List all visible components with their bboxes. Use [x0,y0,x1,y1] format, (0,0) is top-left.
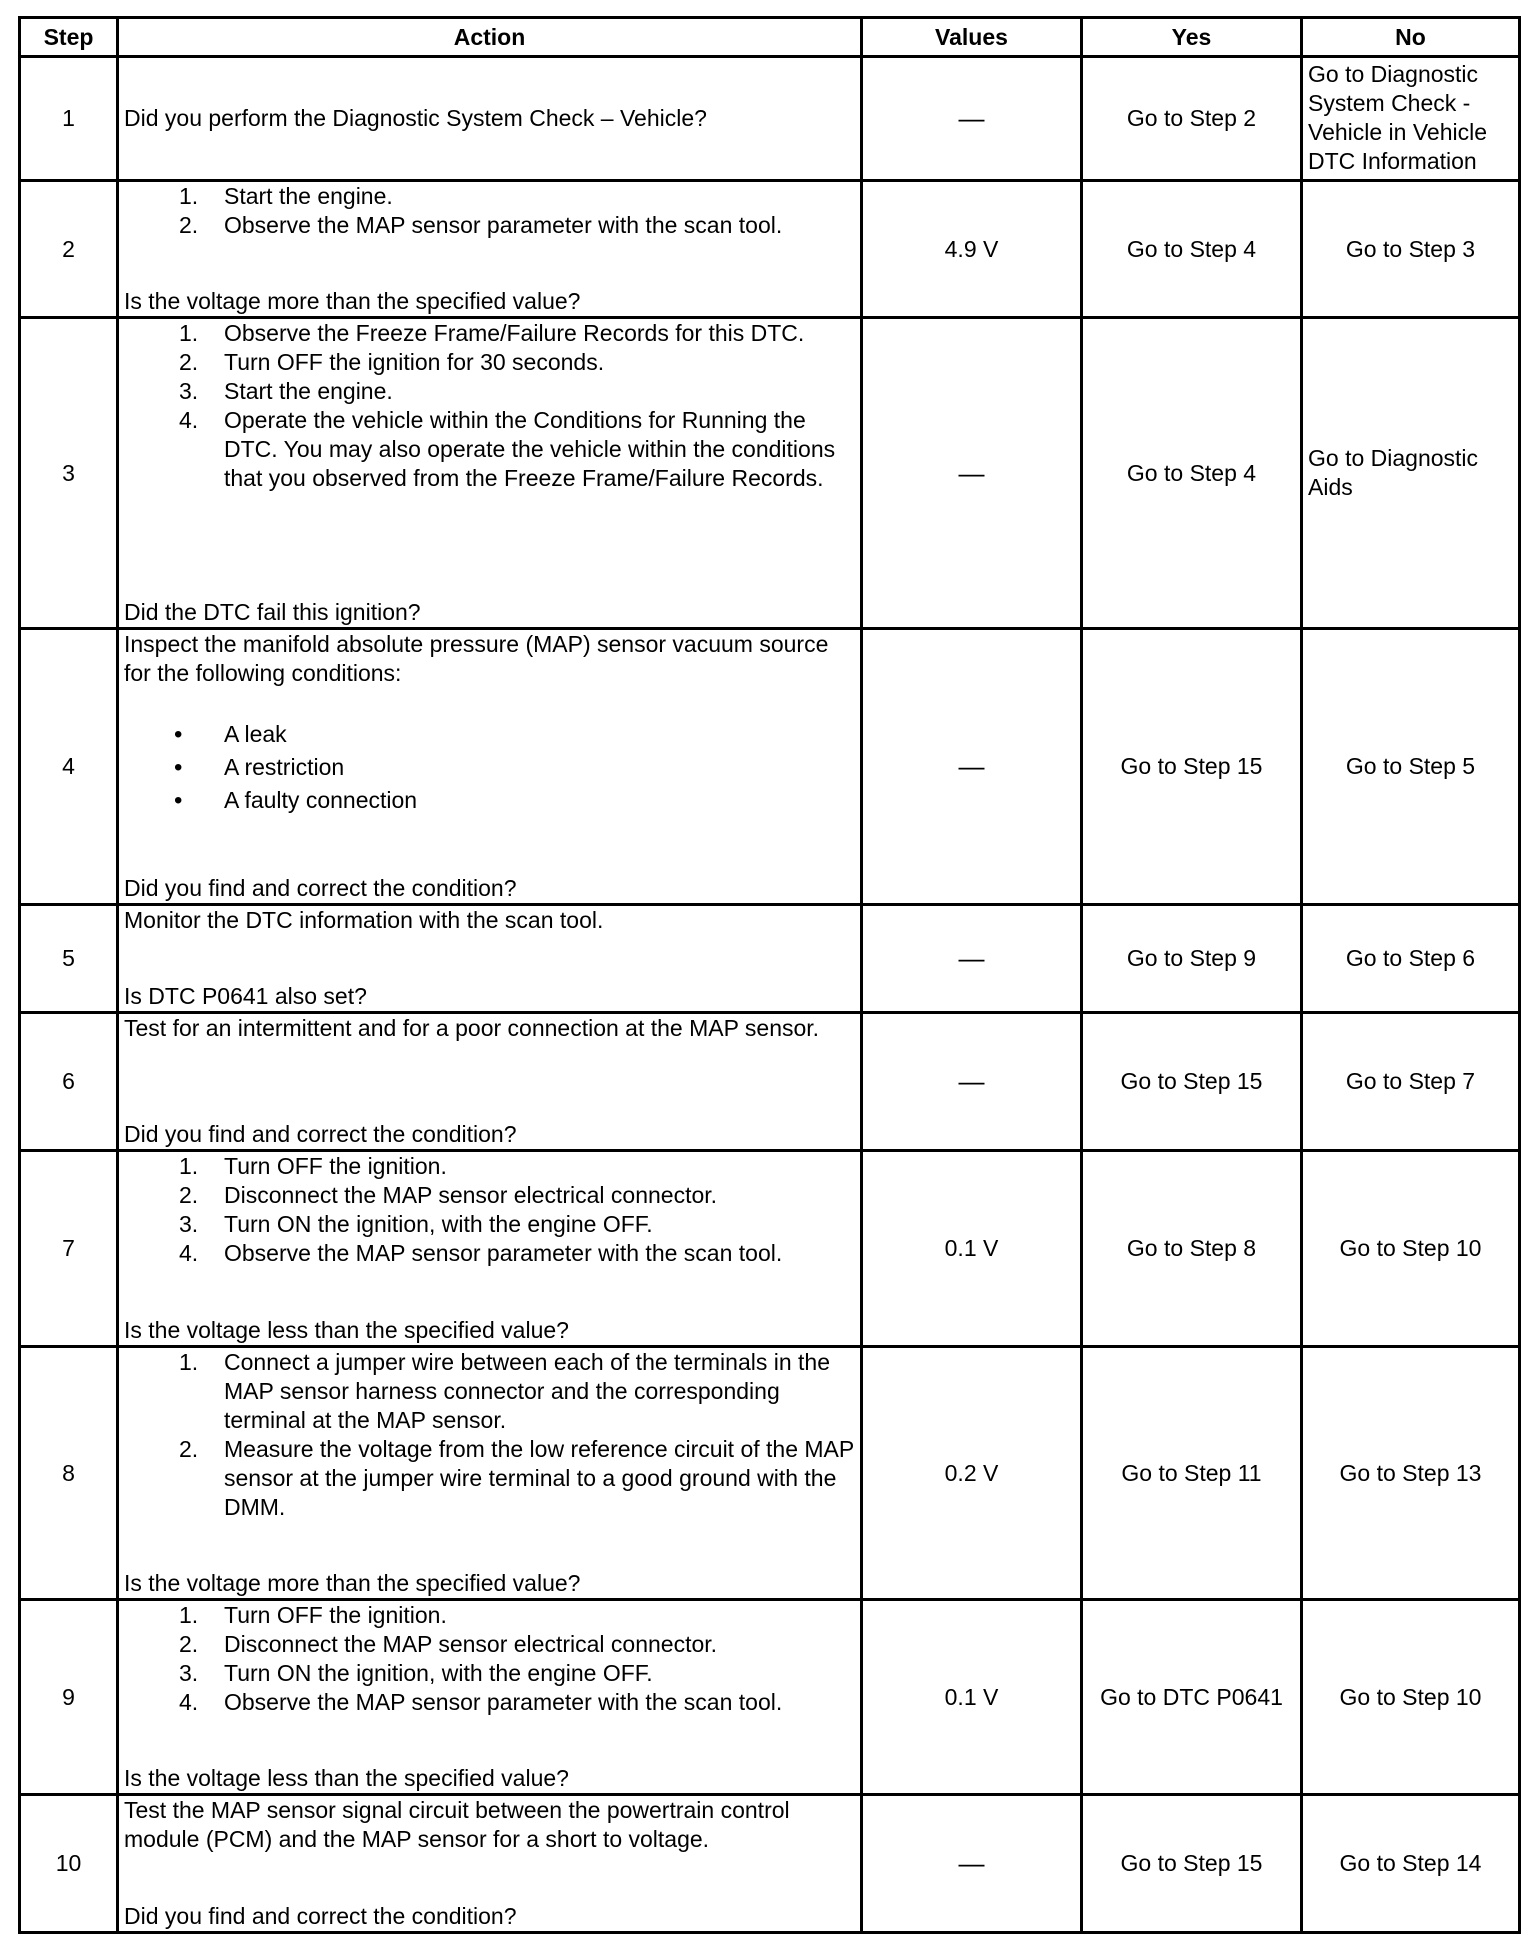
no-cell: Go to Diagnostic Aids [1302,318,1520,629]
yes-cell: Go to Step 4 [1082,181,1302,318]
step-number: 1 [20,57,118,181]
step-number: 8 [20,1347,118,1600]
action-cell [118,1600,862,1795]
action-question: Did you find and correct the condition? [124,1903,517,1929]
no-cell: Go to Step 14 [1302,1795,1520,1933]
step-number: 7 [20,1151,118,1347]
action-question: Is the voltage more than the specified value? [124,1570,581,1596]
yes-cell: Go to DTC P0641 [1082,1600,1302,1795]
action-steps [124,1348,855,1522]
yes-cell: Go to Step 15 [1082,1795,1302,1933]
list-item: 3. Start the engine. [179,378,393,404]
yes-cell: Go to Step 15 [1082,629,1302,905]
yes-cell: Go to Step 15 [1082,1013,1302,1151]
header-values: Values [862,18,1082,57]
value-cell: — [862,1795,1082,1933]
list-item: 1. Connect a jumper wire between each of the terminals in the MAP sensor harness connector and the corresponding terminal at the MAP sensor. [179,1349,830,1433]
action-question: Is the voltage more than the specified value? [124,288,581,314]
no-cell: Go to Diagnostic System Check - Vehicle in Vehicle DTC Information [1302,57,1520,181]
header-no: No [1302,18,1520,57]
list-item: 4. Observe the MAP sensor parameter with the scan tool. [179,1689,783,1715]
action-question: Did you find and correct the condition? [124,875,517,901]
step-number: 4 [20,629,118,905]
table-row [20,181,1520,318]
action-cell [118,57,862,181]
action-steps [124,319,855,493]
action-cell [118,1013,862,1151]
action-intro: Test for an intermittent and for a poor connection at the MAP sensor. [124,1015,820,1041]
step-number: 10 [20,1795,118,1933]
table-row [20,629,1520,905]
action-intro: Monitor the DTC information with the scan tool. [124,907,604,933]
header-action: Action [118,18,862,57]
list-item: 1. Observe the Freeze Frame/Failure Records for this DTC. [179,320,805,346]
list-item: • A faulty connection [124,784,855,817]
list-item: 1. Start the engine. [179,183,393,209]
diagnostic-table [18,16,1521,1934]
value-cell: 0.2 V [862,1347,1082,1600]
list-item: 1. Turn OFF the ignition. [179,1602,447,1628]
no-cell: Go to Step 3 [1302,181,1520,318]
action-question: Is DTC P0641 also set? [124,983,367,1009]
action-steps [124,1152,855,1268]
yes-cell: Go to Step 8 [1082,1151,1302,1347]
action-cell [118,905,862,1013]
list-item: 3. Turn ON the ignition, with the engine OFF. [179,1660,653,1686]
yes-cell: Go to Step 9 [1082,905,1302,1013]
list-item: 3. Turn ON the ignition, with the engine OFF. [179,1211,653,1237]
action-question: Did you find and correct the condition? [124,1121,517,1147]
action-steps [124,1601,855,1717]
step-number: 2 [20,181,118,318]
yes-cell: Go to Step 2 [1082,57,1302,181]
value-cell: — [862,905,1082,1013]
list-item: 4. Operate the vehicle within the Conditions for Running the DTC. You may also operate the vehicle within the conditions that you observed from the Freeze Frame/Failure Records. [179,407,836,491]
list-item: 1. Turn OFF the ignition. [179,1153,447,1179]
value-cell: — [862,318,1082,629]
table-row [20,905,1520,1013]
yes-cell: Go to Step 4 [1082,318,1302,629]
step-number: 6 [20,1013,118,1151]
list-item: 2. Measure the voltage from the low reference circuit of the MAP sensor at the jumper wire terminal to a good ground with the DMM. [179,1436,854,1520]
action-cell [118,318,862,629]
action-intro: Inspect the manifold absolute pressure (MAP) sensor vacuum source for the following conditions: [124,631,829,686]
header-yes: Yes [1082,18,1302,57]
table-row [20,1013,1520,1151]
table-row [20,1600,1520,1795]
step-number: 3 [20,318,118,629]
action-question: Did you perform the Diagnostic System Check – Vehicle? [124,105,707,131]
action-steps [124,182,855,240]
list-item: 2. Disconnect the MAP sensor electrical connector. [179,1631,718,1657]
action-question: Is the voltage less than the specified value? [124,1765,569,1791]
value-cell: — [862,1013,1082,1151]
header-step: Step [20,18,118,57]
value-cell: 0.1 V [862,1151,1082,1347]
table-row [20,1151,1520,1347]
list-item: • A restriction [124,751,855,784]
table-row [20,318,1520,629]
list-item: 4. Observe the MAP sensor parameter with the scan tool. [179,1240,783,1266]
step-number: 9 [20,1600,118,1795]
value-cell: — [862,629,1082,905]
no-cell: Go to Step 7 [1302,1013,1520,1151]
table-row [20,57,1520,181]
header-row [20,18,1520,57]
action-cell [118,1795,862,1933]
list-item: • A leak [124,718,855,751]
diagnostic-table-page [18,16,1518,1934]
value-cell: 0.1 V [862,1600,1082,1795]
value-cell: 4.9 V [862,181,1082,318]
no-cell: Go to Step 13 [1302,1347,1520,1600]
no-cell: Go to Step 10 [1302,1600,1520,1795]
action-cell [118,629,862,905]
no-cell: Go to Step 5 [1302,629,1520,905]
action-cell [118,1151,862,1347]
no-cell: Go to Step 6 [1302,905,1520,1013]
yes-cell: Go to Step 11 [1082,1347,1302,1600]
no-cell: Go to Step 10 [1302,1151,1520,1347]
list-item: 2. Turn OFF the ignition for 30 seconds. [179,349,605,375]
table-row [20,1347,1520,1600]
action-cell [118,1347,862,1600]
action-question: Is the voltage less than the specified value? [124,1317,569,1343]
condition-list [124,718,855,817]
action-intro: Test the MAP sensor signal circuit between the powertrain control module (PCM) and the MAP sensor for a short to voltage. [124,1797,790,1852]
value-cell: — [862,57,1082,181]
step-number: 5 [20,905,118,1013]
table-row [20,1795,1520,1933]
list-item: 2. Disconnect the MAP sensor electrical connector. [179,1182,718,1208]
action-cell [118,181,862,318]
list-item: 2. Observe the MAP sensor parameter with the scan tool. [179,212,783,238]
action-question: Did the DTC fail this ignition? [124,599,421,625]
